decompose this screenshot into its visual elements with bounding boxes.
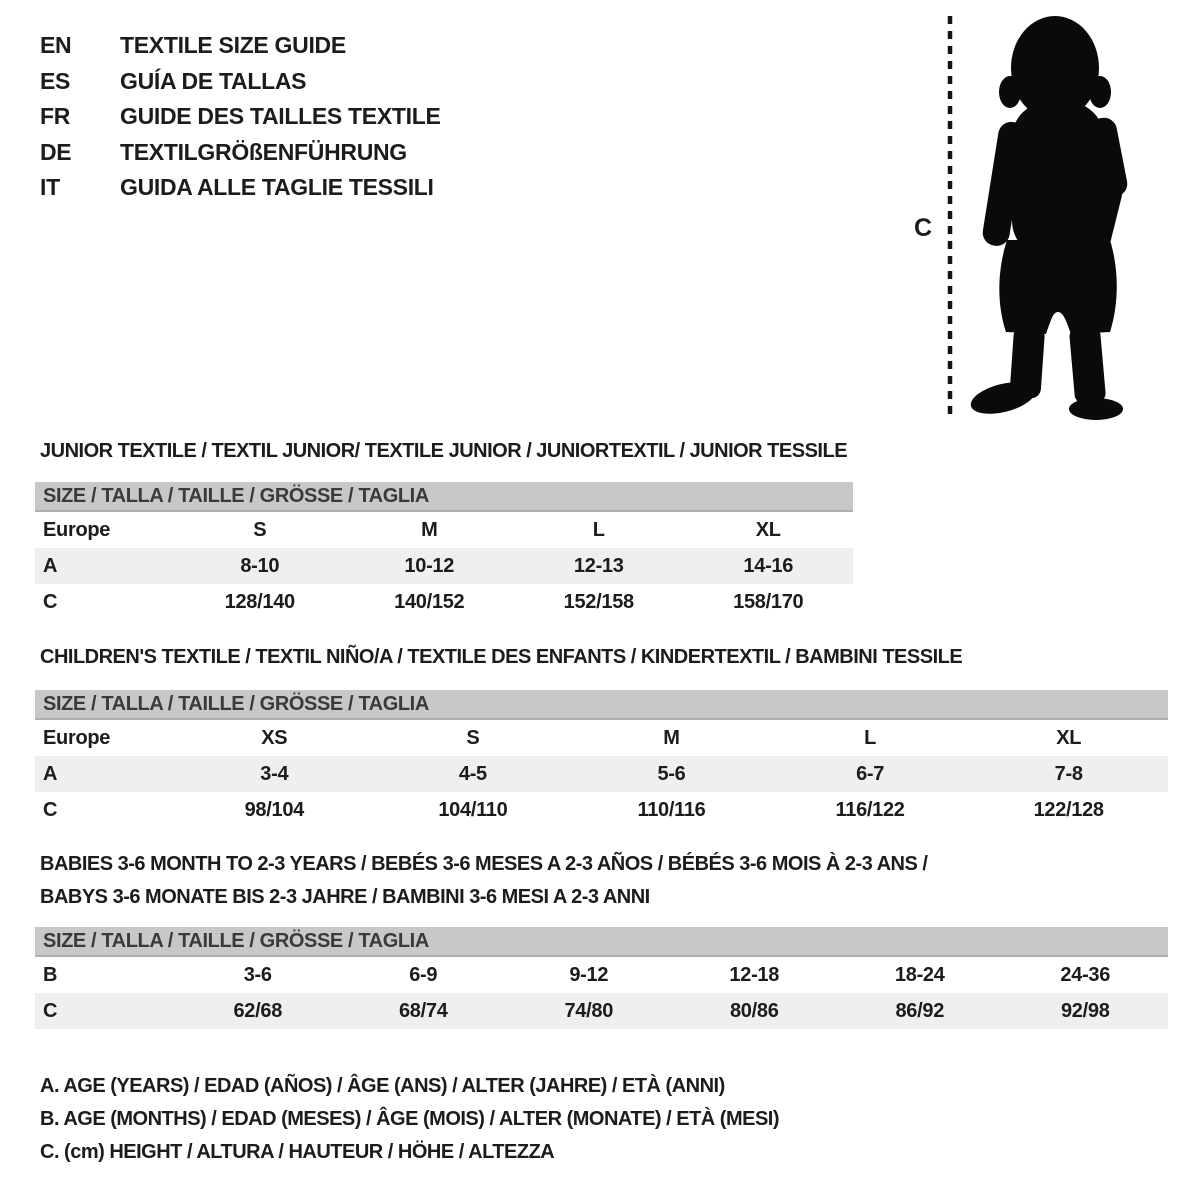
language-row — [40, 135, 441, 171]
table-cell: 158/170 — [733, 590, 804, 613]
junior-section-title: JUNIOR TEXTILE / TEXTIL JUNIOR/ TEXTILE JUNIOR / JUNIORTEXTIL / JUNIOR TESSILE — [40, 440, 848, 462]
language-code: FR — [40, 103, 71, 130]
table-cell: L — [592, 518, 605, 541]
table-row — [35, 584, 853, 620]
babies-size-table — [35, 927, 1168, 1029]
legend-line: A. AGE (YEARS) / EDAD (AÑOS) / ÂGE (ANS) / ALTER (JAHRE) / ETÀ (ANNI) — [40, 1075, 725, 1097]
babies-title-line2: BABYS 3-6 MONATE BIS 2-3 JAHRE / BAMBINI 3-6 MESI A 2-3 ANNI — [40, 886, 650, 908]
row-label: A — [43, 762, 58, 785]
language-row — [40, 99, 441, 135]
table-row — [35, 957, 1168, 993]
legend-line: C. (cm) HEIGHT / ALTURA / HAUTEUR / HÖHE / ALTEZZA — [40, 1141, 555, 1163]
table-cell: 10-12 — [404, 554, 455, 577]
table-cell: S — [253, 518, 267, 541]
table-cell: 9-12 — [569, 963, 609, 986]
height-measure-label: C — [914, 214, 933, 242]
table-cell: S — [466, 726, 480, 749]
size-table-header: SIZE / TALLA / TAILLE / GRÖSSE / TAGLIA — [35, 690, 1168, 720]
language-label: GUIDA ALLE TAGLIE TESSILI — [120, 174, 434, 201]
babies-section-title — [40, 848, 927, 914]
table-row — [35, 756, 1168, 792]
table-cell: 3-4 — [260, 762, 289, 785]
table-cell: 122/128 — [1033, 798, 1104, 821]
language-label: TEXTILE SIZE GUIDE — [120, 32, 346, 59]
language-row — [40, 170, 441, 206]
table-cell: L — [864, 726, 877, 749]
table-cell: 14-16 — [743, 554, 794, 577]
language-code: EN — [40, 32, 72, 59]
table-row — [35, 720, 1168, 756]
table-cell: XS — [261, 726, 288, 749]
junior-size-table — [35, 482, 853, 620]
children-section-title: CHILDREN'S TEXTILE / TEXTIL NIÑO/A / TEXTILE DES ENFANTS / KINDERTEXTIL / BAMBINI TESSILE — [40, 646, 963, 668]
table-cell: XL — [755, 518, 781, 541]
table-cell: 80/86 — [729, 999, 779, 1022]
table-row — [35, 548, 853, 584]
table-cell: 110/116 — [637, 798, 706, 821]
table-row — [35, 993, 1168, 1029]
table-cell: XL — [1056, 726, 1082, 749]
table-cell: 68/74 — [398, 999, 448, 1022]
table-cell: 8-10 — [240, 554, 280, 577]
row-label: B — [43, 963, 58, 986]
table-cell: 24-36 — [1060, 963, 1111, 986]
table-cell: 12-18 — [729, 963, 780, 986]
language-code: IT — [40, 174, 60, 201]
language-label: GUIDE DES TAILLES TEXTILE — [120, 103, 441, 130]
table-row — [35, 792, 1168, 828]
table-cell: M — [663, 726, 680, 749]
language-row — [40, 64, 441, 100]
row-label: C — [43, 590, 58, 613]
table-cell: 5-6 — [657, 762, 686, 785]
table-row — [35, 512, 853, 548]
table-cell: 6-7 — [856, 762, 885, 785]
table-cell: 4-5 — [458, 762, 487, 785]
language-guide-list — [40, 28, 441, 206]
table-cell: 152/158 — [563, 590, 634, 613]
language-label: GUÍA DE TALLAS — [120, 67, 307, 94]
row-label: C — [43, 999, 58, 1022]
table-cell: 6-9 — [409, 963, 438, 986]
size-table-header: SIZE / TALLA / TAILLE / GRÖSSE / TAGLIA — [35, 927, 1168, 957]
table-cell: 92/98 — [1060, 999, 1110, 1022]
language-label: TEXTILGRÖßENFÜHRUNG — [120, 138, 407, 165]
legend-line: B. AGE (MONTHS) / EDAD (MESES) / ÂGE (MOIS) / ALTER (MONATE) / ETÀ (MESI) — [40, 1108, 780, 1130]
table-cell: 128/140 — [224, 590, 295, 613]
table-cell: 86/92 — [895, 999, 945, 1022]
children-size-table — [35, 690, 1168, 828]
babies-title-line1: BABIES 3-6 MONTH TO 2-3 YEARS / BEBÉS 3-6 MESES A 2-3 AÑOS / BÉBÉS 3-6 MOIS À 2-3 ANS / — [40, 853, 928, 875]
table-cell: 7-8 — [1054, 762, 1083, 785]
baby-figure — [900, 0, 1200, 430]
language-code: ES — [40, 67, 71, 94]
table-cell: 74/80 — [564, 999, 614, 1022]
row-label: Europe — [43, 726, 111, 749]
table-cell: M — [421, 518, 438, 541]
table-cell: 18-24 — [894, 963, 945, 986]
row-label: A — [43, 554, 58, 577]
row-label: C — [43, 798, 58, 821]
size-table-header: SIZE / TALLA / TAILLE / GRÖSSE / TAGLIA — [35, 482, 853, 512]
language-code: DE — [40, 138, 72, 165]
row-label: Europe — [43, 518, 111, 541]
table-cell: 140/152 — [394, 590, 465, 613]
table-cell: 104/110 — [438, 798, 508, 821]
table-cell: 12-13 — [573, 554, 624, 577]
table-cell: 62/68 — [233, 999, 283, 1022]
language-row — [40, 28, 441, 64]
measurement-legend — [40, 1070, 779, 1169]
baby-silhouette — [968, 16, 1130, 420]
table-cell: 3-6 — [243, 963, 272, 986]
table-cell: 116/122 — [835, 798, 905, 821]
table-cell: 98/104 — [244, 798, 304, 821]
